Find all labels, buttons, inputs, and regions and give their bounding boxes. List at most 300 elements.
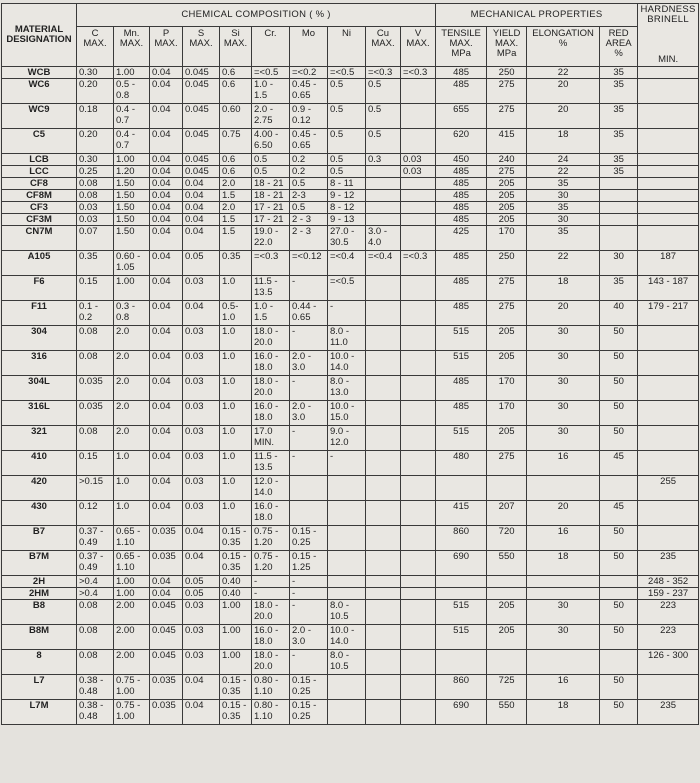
cell-cu [366,599,401,624]
cell-p: 0.04 [150,165,183,177]
cell-mn: 1.50 [114,225,150,250]
table-row [2,66,699,78]
cell-tensile: 690 [436,699,487,724]
cell-tensile: 860 [436,674,487,699]
cell-mo: 0.2 [290,153,328,165]
header-tensile: TENSILE MAX. MPa [436,26,487,66]
cell-c: 0.08 [77,325,114,350]
cell-ni [328,475,366,500]
cell-cr: 1.0 - 1.5 [252,78,290,103]
cell-material: B8 [2,599,77,624]
cell-ni: - [328,300,366,325]
cell-v: 0.03 [401,165,436,177]
cell-cr: 16.0 - 18.0 [252,350,290,375]
cell-c: 0.12 [77,500,114,525]
cell-c: 0.08 [77,599,114,624]
cell-hardness: 223 [638,599,699,624]
cell-p: 0.04 [150,400,183,425]
cell-si: 1.0 [220,475,252,500]
cell-red-area: 50 [600,425,638,450]
cell-mo: - [290,599,328,624]
cell-hardness: 248 - 352 [638,575,699,587]
cell-mo: 0.15 - 0.25 [290,674,328,699]
cell-red-area: 50 [600,550,638,575]
cell-elongation: 22 [527,66,600,78]
cell-tensile: 485 [436,275,487,300]
cell-mo: 0.2 [290,165,328,177]
header-cu: Cu MAX. [366,26,401,66]
cell-material: WC6 [2,78,77,103]
table-row [2,275,699,300]
cell-ni: 8.0 - 10.5 [328,599,366,624]
cell-s: 0.03 [183,450,220,475]
cell-p: 0.04 [150,275,183,300]
cell-s: 0.045 [183,78,220,103]
cell-v [401,177,436,189]
cell-hardness [638,500,699,525]
cell-yield: 207 [487,500,527,525]
cell-elongation: 35 [527,177,600,189]
cell-hardness: 187 [638,250,699,275]
cell-s: 0.03 [183,325,220,350]
cell-yield: 205 [487,599,527,624]
table-row [2,425,699,450]
cell-v [401,213,436,225]
cell-cu [366,475,401,500]
cell-v [401,649,436,674]
table-row [2,550,699,575]
cell-cr: 18.0 - 20.0 [252,375,290,400]
header-cr: Cr. [252,26,290,66]
cell-ni: 0.5 [328,128,366,153]
cell-cu [366,177,401,189]
cell-ni: 10.0 - 14.0 [328,350,366,375]
cell-hardness [638,165,699,177]
cell-red-area [600,189,638,201]
cell-s: 0.03 [183,500,220,525]
cell-c: 0.37 - 0.49 [77,525,114,550]
header-chemical-composition: CHEMICAL COMPOSITION ( % ) [77,4,436,27]
cell-red-area: 35 [600,165,638,177]
cell-c: 0.08 [77,189,114,201]
cell-tensile: 415 [436,500,487,525]
cell-hardness [638,400,699,425]
cell-tensile: 655 [436,103,487,128]
cell-red-area: 50 [600,699,638,724]
cell-cu: 3.0 - 4.0 [366,225,401,250]
cell-tensile: 620 [436,128,487,153]
table-row [2,674,699,699]
cell-ni: 0.5 [328,78,366,103]
cell-s: 0.05 [183,575,220,587]
cell-cu [366,587,401,599]
cell-s: 0.04 [183,674,220,699]
cell-mo [290,475,328,500]
cell-v [401,674,436,699]
table-row [2,250,699,275]
cell-mo: - [290,375,328,400]
cell-cr: 1.0 - 1.5 [252,300,290,325]
cell-s: 0.04 [183,550,220,575]
cell-c: 0.07 [77,225,114,250]
cell-v [401,550,436,575]
cell-hardness [638,78,699,103]
cell-elongation: 24 [527,153,600,165]
cell-p: 0.04 [150,300,183,325]
cell-yield: 275 [487,450,527,475]
cell-v [401,350,436,375]
cell-elongation: 20 [527,500,600,525]
cell-material: 410 [2,450,77,475]
cell-v [401,103,436,128]
cell-mo: - [290,649,328,674]
cell-cr: 16.0 - 18.0 [252,400,290,425]
cell-v [401,587,436,599]
cell-cr: =<0.5 [252,66,290,78]
cell-c: >0.4 [77,587,114,599]
cell-cr: =<0.3 [252,250,290,275]
cell-red-area: 50 [600,325,638,350]
cell-cr: - [252,587,290,599]
table-row [2,201,699,213]
table-row [2,153,699,165]
cell-ni: 10.0 - 14.0 [328,624,366,649]
cell-hardness: 223 [638,624,699,649]
cell-p: 0.035 [150,699,183,724]
cell-c: 0.08 [77,425,114,450]
cell-v [401,425,436,450]
cell-cr: 0.5 [252,153,290,165]
cell-mo: 2-3 [290,189,328,201]
cell-tensile: 485 [436,189,487,201]
table-row [2,525,699,550]
cell-yield: 205 [487,624,527,649]
cell-mo: =<0.12 [290,250,328,275]
cell-mn: 2.00 [114,624,150,649]
cell-mo: - [290,275,328,300]
cell-elongation: 30 [527,624,600,649]
cell-cu [366,674,401,699]
cell-mn: 0.60 - 1.05 [114,250,150,275]
cell-material: F11 [2,300,77,325]
cell-c: 0.20 [77,78,114,103]
cell-yield: 415 [487,128,527,153]
cell-red-area: 45 [600,450,638,475]
table-row [2,587,699,599]
header-mn: Mn. MAX. [114,26,150,66]
cell-mn: 1.20 [114,165,150,177]
cell-v [401,275,436,300]
cell-cr: 18.0 - 20.0 [252,649,290,674]
cell-mo: =<0.2 [290,66,328,78]
cell-elongation: 16 [527,450,600,475]
cell-cr: 12.0 - 14.0 [252,475,290,500]
cell-cr: 19.0 - 22.0 [252,225,290,250]
table-row [2,350,699,375]
cell-tensile [436,575,487,587]
cell-si: 0.40 [220,575,252,587]
cell-tensile: 485 [436,177,487,189]
cell-tensile: 485 [436,250,487,275]
cell-cr: 18.0 - 20.0 [252,599,290,624]
cell-hardness [638,450,699,475]
header-c: C MAX. [77,26,114,66]
cell-yield: 250 [487,66,527,78]
cell-red-area: 35 [600,66,638,78]
cell-hardness [638,189,699,201]
cell-cr: 17 - 21 [252,201,290,213]
cell-elongation: 20 [527,78,600,103]
cell-hardness: 235 [638,550,699,575]
cell-v [401,128,436,153]
cell-mn: 0.75 - 1.00 [114,674,150,699]
cell-c: 0.38 - 0.48 [77,674,114,699]
cell-v [401,225,436,250]
header-yield: YIELD MAX. MPa [487,26,527,66]
cell-p: 0.04 [150,500,183,525]
header-mechanical-properties: MECHANICAL PROPERTIES [436,4,638,27]
cell-c: 0.1 - 0.2 [77,300,114,325]
cell-material: L7M [2,699,77,724]
cell-yield: 205 [487,425,527,450]
cell-ni [328,525,366,550]
cell-material: WC9 [2,103,77,128]
cell-red-area [600,201,638,213]
cell-mn: 2.0 [114,350,150,375]
table-row [2,225,699,250]
cell-cu [366,350,401,375]
cell-mn: 2.00 [114,649,150,674]
cell-mo: 2.0 - 3.0 [290,400,328,425]
cell-material: CF3 [2,201,77,213]
cell-mn: 0.3 - 0.8 [114,300,150,325]
cell-ni: =<0.5 [328,66,366,78]
cell-cr: 18 - 21 [252,177,290,189]
cell-si: 1.00 [220,599,252,624]
cell-elongation [527,575,600,587]
cell-p: 0.04 [150,250,183,275]
cell-s: 0.03 [183,649,220,674]
cell-mo: - [290,587,328,599]
cell-red-area: 50 [600,350,638,375]
cell-material: CF8 [2,177,77,189]
cell-cr: 17.0 MIN. [252,425,290,450]
cell-mo: 0.45 - 0.65 [290,78,328,103]
cell-cr: 17 - 21 [252,213,290,225]
cell-hardness [638,213,699,225]
cell-ni [328,674,366,699]
cell-v [401,699,436,724]
cell-hardness [638,350,699,375]
cell-red-area: 35 [600,128,638,153]
cell-yield: 275 [487,275,527,300]
cell-c: 0.38 - 0.48 [77,699,114,724]
table-row [2,128,699,153]
cell-elongation: 30 [527,400,600,425]
cell-mn: 1.0 [114,475,150,500]
cell-v [401,78,436,103]
cell-mn: 1.50 [114,201,150,213]
cell-hardness: 159 - 237 [638,587,699,599]
cell-tensile: 485 [436,375,487,400]
cell-material: C5 [2,128,77,153]
cell-cu: 0.3 [366,153,401,165]
cell-cr: 0.80 - 1.10 [252,674,290,699]
cell-cr: 11.5 - 13.5 [252,275,290,300]
cell-si: 0.75 [220,128,252,153]
cell-yield [487,475,527,500]
table-row [2,189,699,201]
cell-red-area: 35 [600,78,638,103]
cell-c: 0.15 [77,450,114,475]
cell-yield: 205 [487,213,527,225]
cell-c: 0.08 [77,624,114,649]
cell-red-area [600,575,638,587]
cell-elongation: 22 [527,165,600,177]
table-row [2,78,699,103]
cell-tensile: 515 [436,599,487,624]
cell-mn: 1.50 [114,213,150,225]
cell-tensile [436,475,487,500]
table-row [2,475,699,500]
cell-red-area [600,225,638,250]
cell-tensile: 690 [436,550,487,575]
cell-mn: 1.50 [114,189,150,201]
cell-cr: 18 - 21 [252,189,290,201]
cell-cr: 11.5 - 13.5 [252,450,290,475]
cell-material: WCB [2,66,77,78]
cell-cu [366,425,401,450]
cell-v [401,375,436,400]
cell-tensile: 485 [436,400,487,425]
cell-yield: 720 [487,525,527,550]
cell-red-area: 50 [600,400,638,425]
cell-mn: 0.5 - 0.8 [114,78,150,103]
cell-mo: 0.45 - 0.65 [290,128,328,153]
cell-tensile [436,587,487,599]
cell-s: 0.04 [183,177,220,189]
cell-c: 0.20 [77,128,114,153]
cell-hardness [638,177,699,189]
cell-red-area [600,177,638,189]
cell-v [401,500,436,525]
cell-material: CF3M [2,213,77,225]
cell-red-area: 50 [600,624,638,649]
cell-p: 0.045 [150,649,183,674]
cell-p: 0.04 [150,325,183,350]
cell-elongation: 20 [527,300,600,325]
cell-red-area: 40 [600,300,638,325]
cell-mn: 0.65 - 1.10 [114,525,150,550]
cell-si: 0.5- 1.0 [220,300,252,325]
cell-yield: 550 [487,550,527,575]
cell-tensile: 860 [436,525,487,550]
cell-s: 0.045 [183,103,220,128]
cell-mo: - [290,425,328,450]
header-si: Si MAX. [220,26,252,66]
cell-tensile: 485 [436,165,487,177]
cell-s: 0.045 [183,66,220,78]
cell-p: 0.035 [150,525,183,550]
cell-s: 0.045 [183,128,220,153]
cell-hardness: 143 - 187 [638,275,699,300]
cell-ni: 9 - 12 [328,189,366,201]
cell-p: 0.04 [150,78,183,103]
cell-hardness [638,128,699,153]
cell-yield: 170 [487,225,527,250]
cell-c: >0.15 [77,475,114,500]
cell-elongation: 20 [527,103,600,128]
cell-v [401,624,436,649]
cell-cu [366,525,401,550]
cell-s: 0.045 [183,153,220,165]
header-material-designation: MATERIAL DESIGNATION [2,4,77,67]
cell-cu [366,375,401,400]
cell-mo: - [290,450,328,475]
header-mo: Mo [290,26,328,66]
cell-tensile: 485 [436,201,487,213]
cell-mn: 0.65 - 1.10 [114,550,150,575]
cell-tensile: 515 [436,325,487,350]
cell-v [401,300,436,325]
cell-red-area [600,475,638,500]
cell-p: 0.04 [150,189,183,201]
cell-yield: 205 [487,325,527,350]
cell-elongation: 18 [527,128,600,153]
cell-p: 0.04 [150,128,183,153]
cell-yield: 275 [487,165,527,177]
cell-hardness [638,201,699,213]
cell-tensile: 450 [436,153,487,165]
table-row [2,599,699,624]
cell-c: 0.08 [77,649,114,674]
cell-s: 0.04 [183,189,220,201]
cell-yield: 275 [487,103,527,128]
cell-si: 0.6 [220,66,252,78]
cell-mn: 1.00 [114,275,150,300]
cell-mn: 1.00 [114,66,150,78]
cell-red-area: 45 [600,500,638,525]
cell-tensile [436,649,487,674]
cell-mo: 0.15 - 0.25 [290,699,328,724]
cell-ni [328,575,366,587]
cell-v [401,599,436,624]
cell-s: 0.03 [183,350,220,375]
cell-ni [328,550,366,575]
cell-cu [366,575,401,587]
cell-ni: 8.0 - 10.5 [328,649,366,674]
cell-v [401,525,436,550]
cell-material: B7 [2,525,77,550]
cell-hardness [638,425,699,450]
cell-yield: 170 [487,400,527,425]
cell-cu [366,213,401,225]
cell-c: 0.035 [77,375,114,400]
table-row [2,300,699,325]
cell-cr: - [252,575,290,587]
cell-red-area: 35 [600,275,638,300]
cell-yield: 205 [487,201,527,213]
header-v: V MAX. [401,26,436,66]
cell-cu: =<0.4 [366,250,401,275]
cell-cu: 0.5 [366,78,401,103]
header-red-area: RED AREA % [600,26,638,66]
cell-material: 304 [2,325,77,350]
cell-mo: 2.0 - 3.0 [290,350,328,375]
cell-v [401,575,436,587]
cell-ni: 0.5 [328,153,366,165]
cell-elongation: 30 [527,599,600,624]
